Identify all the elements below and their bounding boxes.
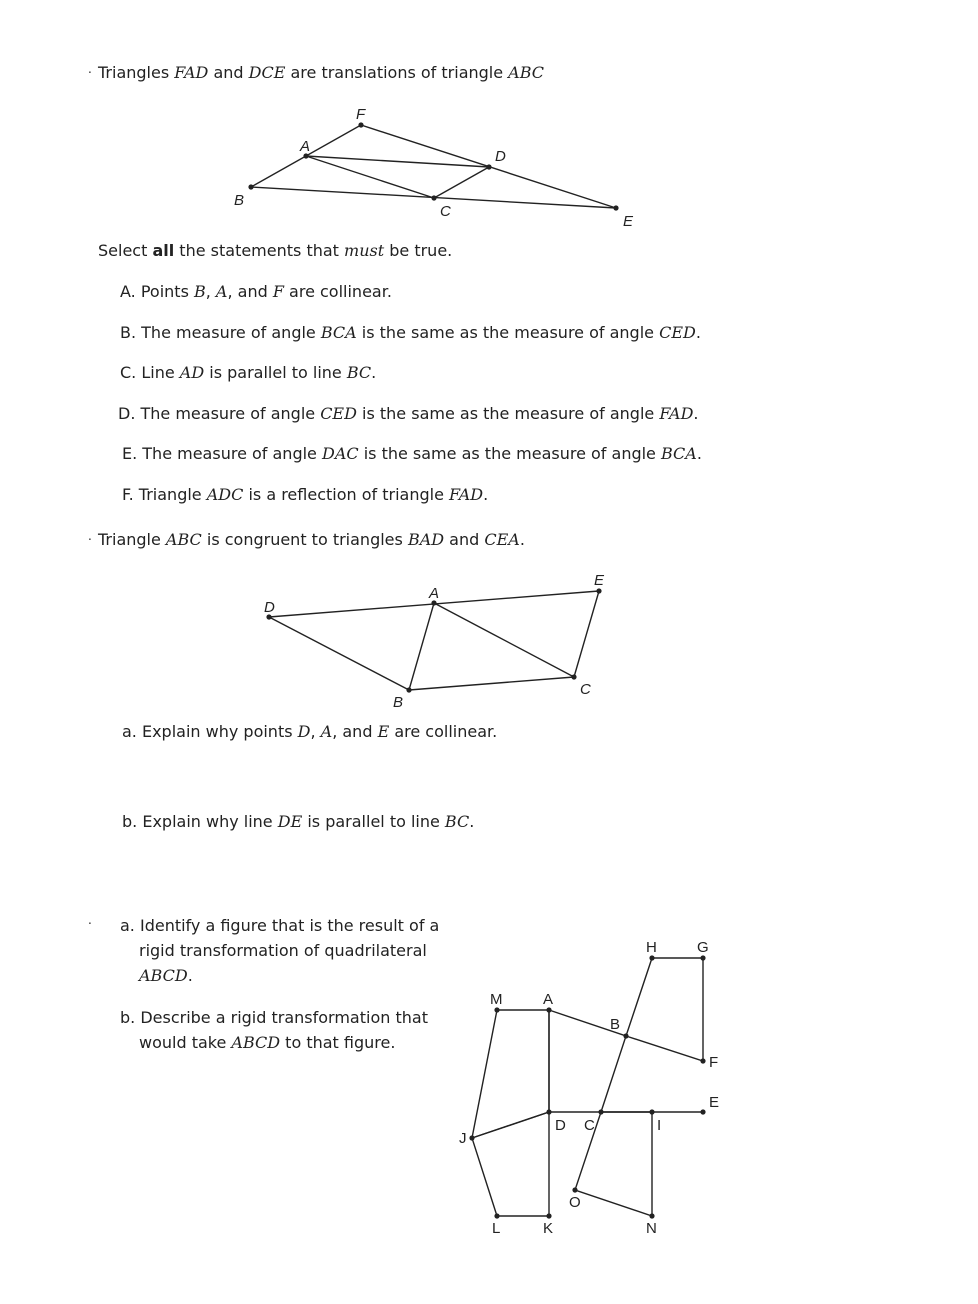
option-e[interactable]: E. The measure of angle DAC is the same as the measure of angle BCA. (122, 444, 702, 463)
label-d: D (495, 148, 506, 165)
option-b[interactable]: B. The measure of angle BCA is the same as the measure of angle CED. (120, 323, 701, 342)
label-b: B (610, 1016, 621, 1033)
label-n: N (646, 1220, 657, 1237)
point-a (546, 1007, 551, 1012)
label-e: E (623, 213, 634, 230)
label-a: A (300, 138, 311, 155)
label-o: O (569, 1194, 581, 1211)
label-g: G (697, 939, 709, 956)
point-k (546, 1213, 551, 1218)
quad-jdkl (472, 1112, 549, 1216)
label-l: L (492, 1220, 501, 1237)
point-d (546, 1109, 551, 1114)
problem-1-marker: . (88, 62, 92, 76)
label-b: B (393, 694, 404, 711)
label-c: C (584, 1117, 595, 1134)
label-d: D (264, 599, 275, 616)
problem-2-intro: Triangle ABC is congruent to triangles BAD and CEA. (98, 530, 525, 549)
point-j (469, 1135, 474, 1140)
problem-3-marker: . (88, 913, 92, 927)
problem-2-marker: . (88, 529, 92, 543)
point-e (613, 205, 618, 210)
point-e (596, 588, 601, 593)
label-m: M (490, 991, 503, 1008)
label-f: F (356, 106, 366, 123)
label-a: A (543, 991, 554, 1008)
point-c (571, 674, 576, 679)
point-o (572, 1187, 577, 1192)
problem-2-part-b: b. Explain why line DE is parallel to line BC. (122, 812, 475, 831)
problem-2-part-a: a. Explain why points D, A, and E are collinear. (122, 722, 498, 741)
option-a[interactable]: A. Points B, A, and F are collinear. (120, 282, 392, 301)
point-b (623, 1033, 628, 1038)
problem-1-intro: Triangles FAD and DCE are translations of triangle ABC (98, 63, 545, 82)
point-b (248, 184, 253, 189)
point-c (598, 1109, 603, 1114)
quadrilaterals-figure (0, 930, 978, 1250)
problem-3-part-a: a. Identify a figure that is the result of a rigid transformation of quadrilateral ABCD. (120, 916, 440, 985)
segment-b-c (409, 677, 574, 690)
problem-3-part-b: b. Describe a rigid transformation that would take ABCD to that figure. (120, 1008, 428, 1052)
label-e: E (709, 1094, 720, 1111)
label-c: C (440, 203, 451, 220)
label-e: E (594, 572, 605, 589)
option-c[interactable]: C. Line AD is parallel to line BC. (120, 363, 377, 382)
point-l (494, 1213, 499, 1218)
point-d (486, 164, 491, 169)
quad-hgfb (626, 958, 703, 1061)
point-m (494, 1007, 499, 1012)
point-e (700, 1109, 705, 1114)
point-i (649, 1109, 654, 1114)
point-b (406, 687, 411, 692)
point-c (431, 195, 436, 200)
problem-1-instruction: Select all the statements that must be true. (98, 241, 453, 260)
label-h: H (646, 939, 657, 956)
label-i: I (657, 1117, 662, 1134)
congruent-triangles-figure (0, 560, 978, 720)
label-d: D (555, 1117, 566, 1134)
label-c: C (580, 681, 591, 698)
segment-d-b (269, 617, 409, 690)
label-b: B (234, 192, 245, 209)
label-f: F (709, 1054, 719, 1071)
point-h (649, 955, 654, 960)
segment-c-e (574, 591, 599, 677)
point-g (700, 955, 705, 960)
point-n (649, 1213, 654, 1218)
option-f[interactable]: F. Triangle ADC is a reflection of triangle FAD. (122, 485, 489, 504)
option-d[interactable]: D. The measure of angle CED is the same as the measure of angle FAD. (118, 404, 699, 423)
segment-b-a (409, 603, 434, 690)
quad-madj (472, 1010, 549, 1138)
label-k: K (543, 1220, 554, 1237)
point-f (358, 122, 363, 127)
triangle-translation-figure (0, 0, 978, 240)
label-j: J (459, 1130, 467, 1147)
segment-a-c (434, 603, 574, 677)
label-a: A (429, 585, 440, 602)
segment-c-d (434, 167, 489, 198)
point-f (700, 1058, 705, 1063)
